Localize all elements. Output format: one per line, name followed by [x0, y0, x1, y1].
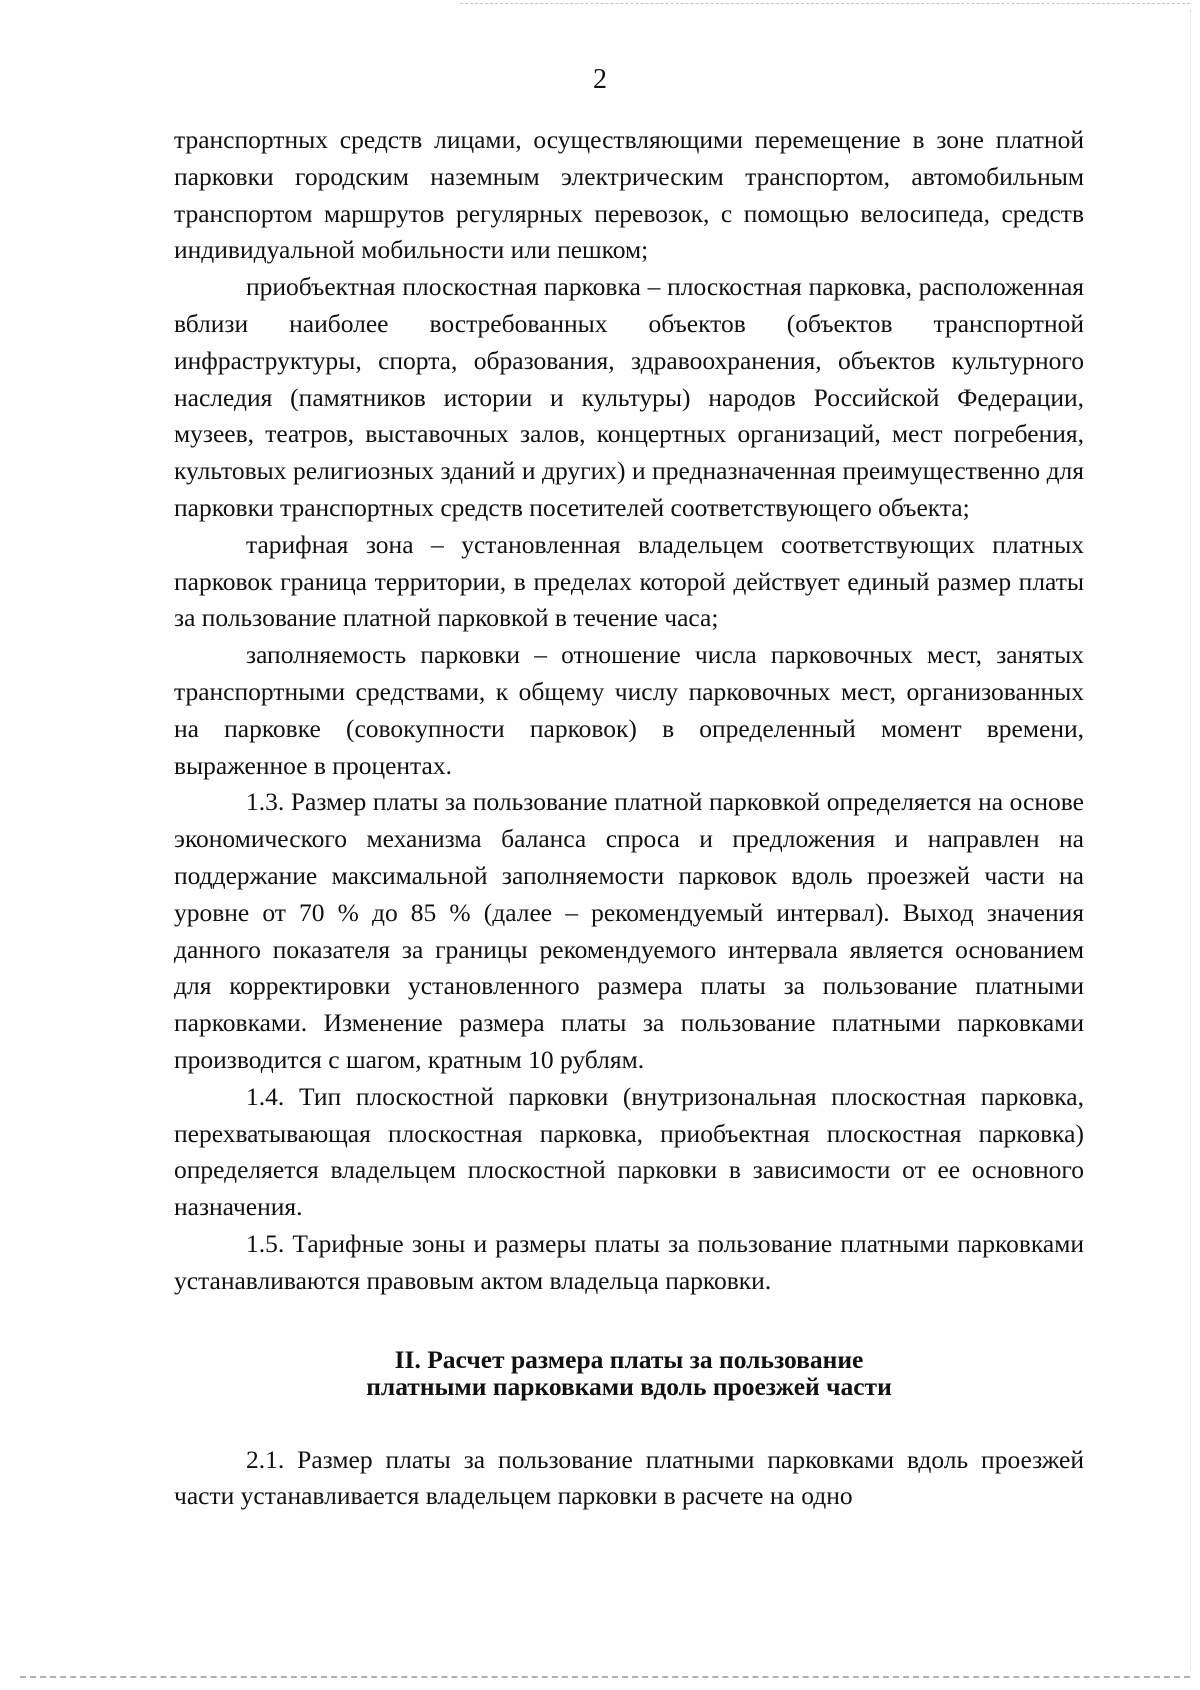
paragraph: приобъектная плоскостная парковка – плоскостная парковка, расположенная вблизи наиболее востребованных объектов (объектов транспортной инфраструктуры, спорта, образования, здравоохранения, объектов культурного наследия (памятников истории и культуры) народов Российской Федерации, музеев, театров, выставочных залов, концертных организаций, мест погребения, культовых религиозных зданий и других) и предназначенная преимущественно для парковки транспортных средств посетителей соответствующего объекта;: [174, 272, 1084, 522]
paragraph: тарифная зона – установленная владельцем соответствующих платных парковок граница территории, в пределах которой действует единый размер платы за пользование платной парковкой в течение часа;: [174, 529, 1084, 633]
scan-artifact-edge: [1190, 10, 1191, 1670]
paragraph: 2.1. Размер платы за пользование платными парковками вдоль проезжей части устанавливается владельцем парковки в расчете на одно: [174, 1444, 1084, 1511]
scan-artifact-top: [460, 3, 1190, 4]
paragraph: 1.4. Тип плоскостной парковки (внутризональная плоскостная парковка, перехватывающая плоскостная парковка, приобъектная плоскостная парковка) определяется владельцем плоскостной парковки в зависимости от ее основного назначения.: [174, 1081, 1084, 1222]
scan-artifact-bottom: [20, 1676, 1190, 1678]
paragraph: 1.3. Размер платы за пользование платной парковкой определяется на основе экономического механизма баланса спроса и предложения и направлен на поддержание максимальной заполняемости парковок вдоль проезжей части на уровне от 70 % до 85 % (далее – рекомендуемый интервал). Выход значения данного показателя за границы рекомендуемого интервала является основанием для корректировки установленного размера платы за пользование платными парковками. Изменение размера платы за пользование платными парковками производится с шагом, кратным 10 рублям.: [174, 787, 1084, 1074]
document-body: [174, 122, 1084, 1515]
paragraph: транспортных средств лицами, осуществляющими перемещение в зоне платной парковки городским наземным электрическим транспортом, автомобильным транспортом маршрутов регулярных перевозок, с помощью велосипеда, средств индивидуальной мобильности или пешком;: [174, 125, 1084, 265]
paragraph: заполняемость парковки – отношение числа парковочных мест, занятых транспортными средствами, к общему числу парковочных мест, организованных на парковке (совокупности парковок) в определенный момент времени, выраженное в процентах.: [174, 640, 1084, 780]
section-heading-line: II. Расчет размера платы за пользование: [394, 1344, 864, 1374]
section-heading: [174, 1346, 1084, 1400]
paragraph: 1.5. Тарифные зоны и размеры платы за пользование платными парковками устанавливаются правовым актом владельца парковки.: [174, 1228, 1084, 1295]
page-number: 2: [593, 64, 607, 95]
section-heading-line: платными парковками вдоль проезжей части: [366, 1371, 892, 1401]
